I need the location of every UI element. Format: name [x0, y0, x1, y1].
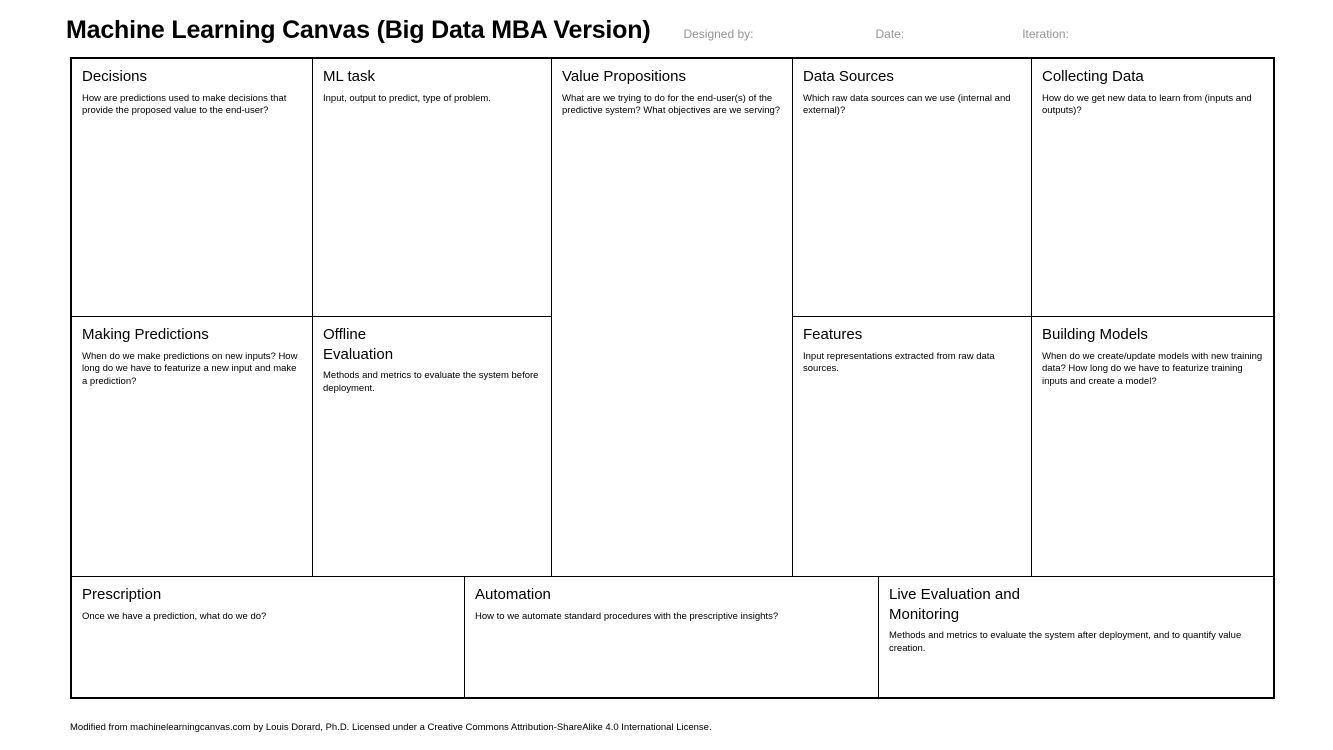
cell-decisions-title: Decisions — [82, 68, 148, 85]
cell-live-evaluation-text: Methods and metrics to evaluate the system after deployment, and to quantify value creation. — [889, 630, 1242, 654]
cell-value-propositions-text: What are we trying to do for the end-user(s) of the predictive system? What objectives are we serving? — [562, 92, 781, 117]
cell-building-models[interactable] — [1032, 317, 1273, 577]
cell-prescription-text: Once we have a prediction, what do we do? — [82, 610, 267, 622]
cell-decisions[interactable] — [72, 59, 313, 317]
cell-value-propositions-title: Value Propositions — [562, 68, 686, 85]
cell-offline-evaluation-title: Offline Evaluation — [323, 326, 394, 363]
cell-live-evaluation[interactable] — [879, 577, 1273, 697]
designed-by-label: Designed by: — [683, 27, 754, 41]
cell-offline-evaluation-text: Methods and metrics to evaluate the system before deployment. — [323, 370, 539, 394]
cell-offline-evaluation[interactable] — [313, 317, 552, 577]
cell-making-predictions-text: When do we make predictions on new inputs? How long do we have to featurize a new input and make a prediction? — [82, 350, 298, 387]
cell-data-sources-title: Data Sources — [803, 68, 894, 85]
license-footer: Modified from machinelearningcanvas.com by Louis Dorard, Ph.D. Licensed under a Creative Commons Attribution-ShareAlike 4.0 International License. — [70, 722, 712, 733]
canvas-header — [66, 16, 1276, 54]
cell-building-models-title: Building Models — [1042, 326, 1148, 343]
cell-collecting-data-title: Collecting Data — [1042, 68, 1144, 85]
cell-ml-task-text: Input, output to predict, type of problem. — [323, 92, 491, 104]
cell-features[interactable] — [793, 317, 1032, 577]
page-title: Machine Learning Canvas (Big Data MBA Version) — [66, 16, 651, 44]
cell-automation-title: Automation — [475, 586, 551, 603]
cell-data-sources-text: Which raw data sources can we use (internal and external)? — [803, 92, 1011, 117]
cell-building-models-text: When do we create/update models with new training data? How long do we have to featurize training inputs and create a model? — [1042, 350, 1263, 387]
cell-automation-text: How to we automate standard procedures with the prescriptive insights? — [475, 610, 779, 622]
cell-collecting-data[interactable] — [1032, 59, 1273, 317]
cell-value-propositions[interactable] — [552, 59, 793, 577]
cell-making-predictions-title: Making Predictions — [82, 326, 209, 343]
cell-ml-task[interactable] — [313, 59, 552, 317]
cell-collecting-data-text: How do we get new data to learn from (inputs and outputs)? — [1042, 92, 1252, 117]
cell-features-title: Features — [803, 326, 863, 343]
cell-automation[interactable] — [465, 577, 879, 697]
iteration-label: Iteration: — [1022, 27, 1069, 41]
cell-features-text: Input representations extracted from raw data sources. — [803, 350, 995, 375]
cell-ml-task-title: ML task — [323, 68, 375, 85]
cell-decisions-text: How are predictions used to make decisions that provide the proposed value to the end-user? — [82, 92, 287, 117]
cell-live-evaluation-title: Live Evaluation and Monitoring — [889, 586, 1020, 623]
cell-data-sources[interactable] — [793, 59, 1032, 317]
cell-making-predictions[interactable] — [72, 317, 313, 577]
date-label: Date: — [875, 27, 905, 41]
canvas-grid — [70, 57, 1275, 699]
cell-prescription[interactable] — [72, 577, 465, 697]
cell-prescription-title: Prescription — [82, 586, 162, 603]
